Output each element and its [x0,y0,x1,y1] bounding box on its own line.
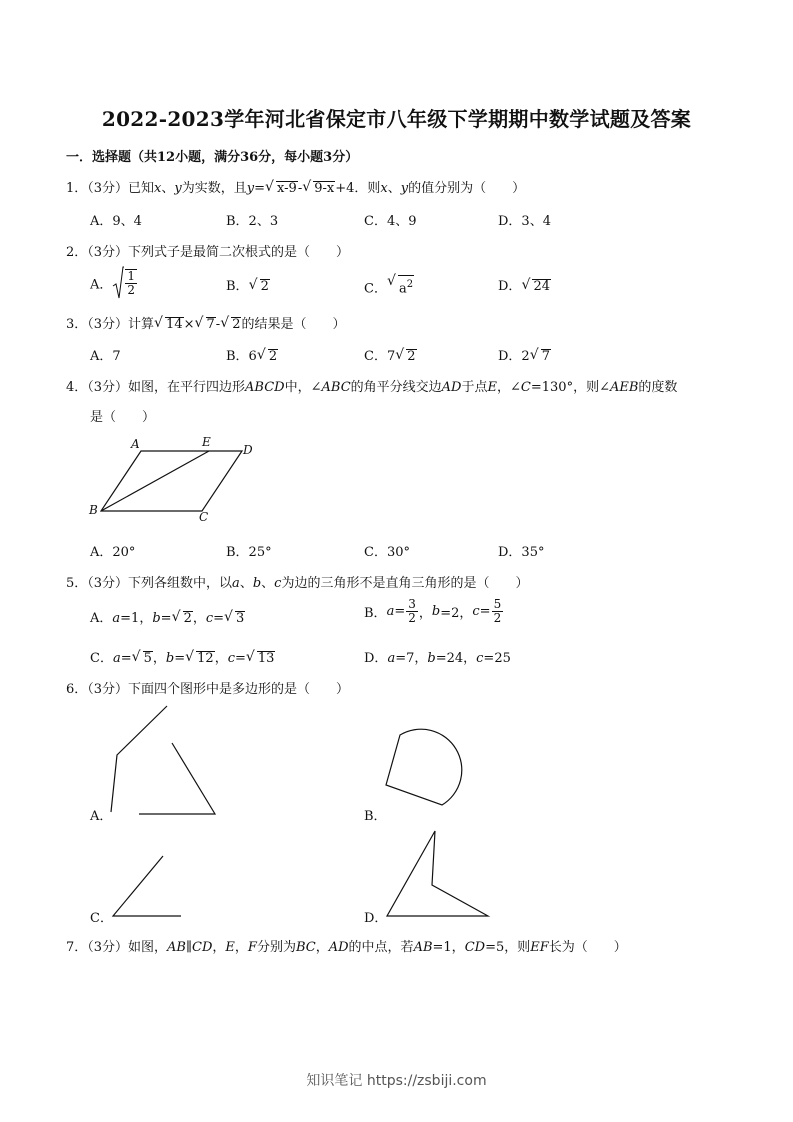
question-6-option-d-label: D． [364,911,388,926]
question-4-option-d: D．35° [498,545,545,560]
parallelogram-abcd [101,451,242,511]
question-2-option-a: A． $\frac{1}{2}$ [90,269,136,297]
question-4-stem-line-2: 是（ ） [90,410,156,425]
question-5-option-d: D．a=7，b=24，c=25 [364,651,511,666]
figure-b-curved-shape [380,725,480,815]
question-4-option-a: A．20° [90,545,136,560]
label-c: C [199,510,209,524]
question-4-option-b: B．25° [226,545,272,560]
section-heading: 一．选择题（共12小题，满分36分，每小题3分） [66,150,359,165]
question-2-option-d: D．√ 24 [498,275,551,294]
label-b: B [89,503,98,517]
question-1-stem: 1．（3分）已知x、y为实数，且y=√ x-9-√ 9-x+4．则x、y的值分别为（ ） [66,177,525,196]
question-3-option-d: D．2√ 7 [498,345,551,364]
question-5-stem: 5．（3分）下列各组数中，以a、b、c为边的三角形不是直角三角形的是（ ） [66,576,529,591]
question-6-option-a-label: A． [90,809,113,824]
question-6-option-c-label: C． [90,911,113,926]
question-2-stem: 2．（3分）下列式子是最简二次根式的是（ ） [66,245,350,260]
label-d: D [243,443,253,457]
document-title: 2022-2023学年河北省保定市八年级下学期期中数学试题及答案 [101,107,692,131]
question-7-stem: 7．（3分）如图，AB∥CD，E，F分别为BC，AD的中点，若AB=1，CD=5，则EF长为（ ） [66,940,627,955]
question-3-option-c: C．7√ 2 [364,345,417,364]
question-1-option-c: C．4、9 [364,214,417,229]
question-1-option-a: A．9、4 [90,214,142,229]
question-2-option-b: B．√ 2 [226,275,270,294]
figure-d-concave-polygon [380,825,500,925]
question-1-option-b: B．2、3 [226,214,279,229]
question-3-stem: 3．（3分）计算√ 14×√ 7-√ 2的结果是（ ） [66,313,345,332]
question-6-stem: 6．（3分）下面四个图形中是多边形的是（ ） [66,682,350,697]
question-4-option-c: C．30° [364,545,410,560]
label-a: A [131,437,140,451]
question-5-option-b: B．a= $\frac{3}{2}$ ，b=2，c= $\frac{5}{2}$ [364,597,502,625]
question-6-option-b-label: B． [364,809,387,824]
question-3-option-b: B．6√ 2 [226,345,278,364]
question-5-option-c: C．a=√ 5，b=√ 12，c=√ 13 [90,647,275,666]
question-5-option-a: A．a=1，b=√ 2，c=√ 3 [90,607,245,626]
figure-a-open-lines [105,700,225,820]
question-4-stem-line-1: 4．（3分）如图，在平行四边形ABCD中，∠ABC的角平分线交边AD于点E，∠C=130°，则∠AEB的度数 [66,380,678,395]
question-2-option-c: C．√ $a^2$ [364,275,414,296]
footer-watermark: 知识笔记 https://zsbiji.com [306,1073,487,1089]
figure-c-angle [105,850,195,920]
label-e: E [202,435,211,449]
question-3-option-a: A．7 [90,349,121,364]
question-1-option-d: D．3、4 [498,214,551,229]
parallelogram-figure [85,435,265,525]
bisector-be [101,451,209,511]
